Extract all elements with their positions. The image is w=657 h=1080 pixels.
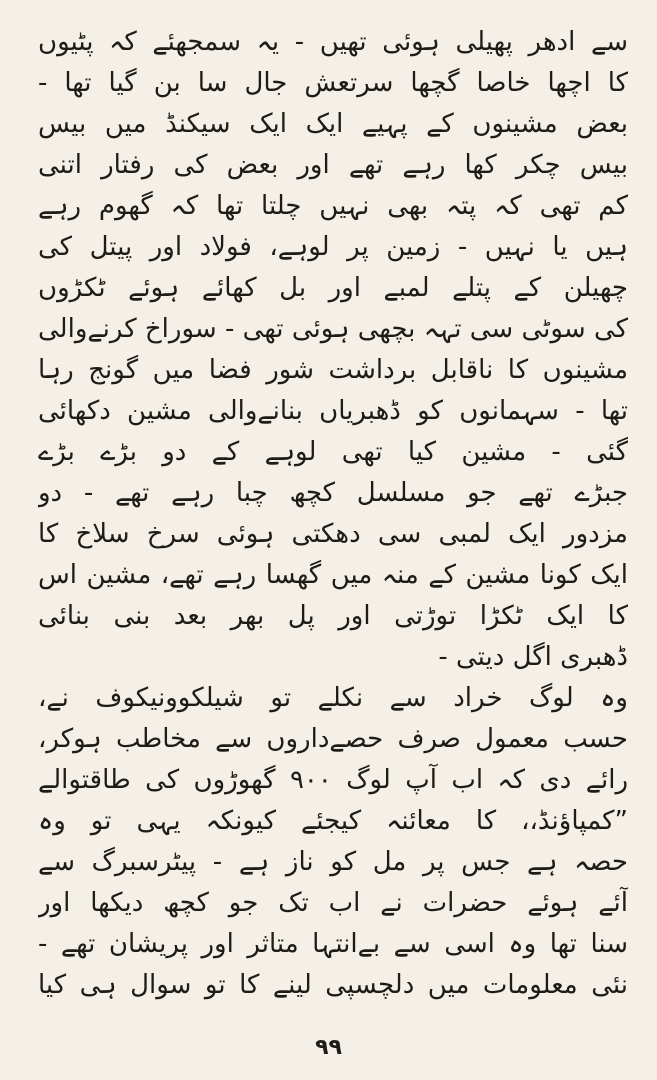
text-line: کا اچھا خاصا گچھا سرتعش جال سا بن گیا تھا - bbox=[38, 68, 628, 98]
text-line: بیس چکر کھا رہے تھے اور بعض کی رفتار اتنی bbox=[38, 150, 628, 180]
text-line: ”کمپاؤنڈ،، کا معائنہ کیجئے کیونکہ یہی تو وہ bbox=[38, 806, 628, 836]
text-line: حصہ ہے جس پر مل کو ناز ہے - پیٹرسبرگ سے bbox=[38, 847, 628, 877]
text-line: حسب معمول صرف حصےداروں سے مخاطب ہوکر، bbox=[38, 724, 628, 754]
text-line: گئی - مشین کیا تھی لوہے کے دو بڑے بڑے bbox=[38, 437, 628, 467]
page-number: ۹۹ bbox=[315, 1035, 342, 1060]
text-line: سے ادھر پھیلی ہوئی تھیں - یہ سمجھئے کہ پٹیوں bbox=[38, 27, 628, 57]
text-line: کی سوٹی سی تہہ بچھی ہوئی تھی - سوراخ کرنےوالی bbox=[38, 314, 628, 344]
text-line: جبڑے تھے جو مسلسل کچھ چبا رہے تھے - دو bbox=[38, 478, 628, 508]
text-line: آئے ہوئے حضرات نے اب تک جو کچھ دیکھا اور bbox=[38, 888, 628, 918]
text-line: تھا - سہمانوں کو ڈھبریاں بنانےوالی مشین دکھائی bbox=[38, 396, 628, 426]
paragraph-start-line: وہ لوگ خراد سے نکلے تو شیلکوونیکوف نے، bbox=[38, 683, 628, 713]
body-text bbox=[38, 22, 628, 1006]
text-line: چھیلن کے پتلے لمبے اور بل کھائے ہوئے ٹکڑوں bbox=[38, 273, 628, 303]
text-line: بعض مشینوں کے پہیے ایک ایک سیکنڈ میں بیس bbox=[38, 109, 628, 139]
text-line: رائے دی کہ اب آپ لوگ ۹۰۰ گھوڑوں کی طاقتوالے bbox=[38, 765, 628, 795]
text-line: نئی معلومات میں دلچسپی لینے کا تو سوال ہی کیا bbox=[38, 970, 628, 1000]
text-line: کا ایک ٹکڑا توڑتی اور پل بھر بعد بنی بنائی bbox=[38, 601, 628, 631]
text-line: مشینوں کا ناقابل برداشت شور فضا میں گونج رہا bbox=[38, 355, 628, 385]
text-line: سنا تھا وہ اسی سے بےانتہا متاثر اور پریشان تھے - bbox=[38, 929, 628, 959]
text-line: ہیں یا نہیں - زمین پر لوہے، فولاد اور پیتل کی bbox=[38, 232, 628, 262]
text-line: ایک کونا مشین کے منہ میں گھسا رہے تھے، مشین اس bbox=[38, 560, 628, 590]
text-line: کم تھی کہ پتہ بھی نہیں چلتا تھا کہ گھوم رہے bbox=[38, 191, 628, 221]
paragraph-end-line: ڈھبری اگل دیتی - bbox=[438, 642, 628, 672]
text-line: مزدور ایک لمبی سی دھکتی ہوئی سرخ سلاخ کا bbox=[38, 519, 628, 549]
